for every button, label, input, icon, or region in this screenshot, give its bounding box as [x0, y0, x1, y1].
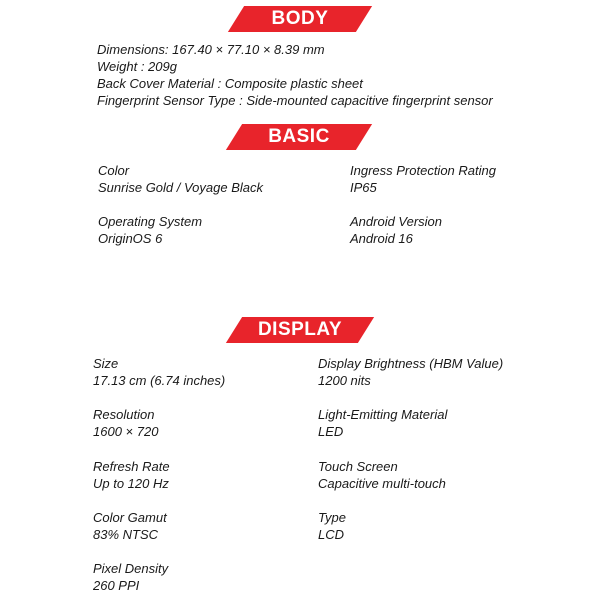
basic-value-color: Sunrise Gold / Voyage Black: [98, 180, 263, 195]
basic-value-ip-rating: IP65: [350, 180, 377, 195]
basic-value-os: OriginOS 6: [98, 231, 163, 246]
display-label-resolution: Resolution: [93, 407, 155, 422]
display-label-pixel-density: Pixel Density: [93, 561, 169, 576]
display-value-color-gamut: 83% NTSC: [93, 527, 159, 542]
display-label-touch-screen: Touch Screen: [318, 459, 398, 474]
display-value-refresh-rate: Up to 120 Hz: [93, 476, 169, 491]
basic-label-os: Operating System: [98, 214, 203, 229]
body-section-title: BODY: [271, 8, 329, 29]
display-value-touch-screen: Capacitive multi-touch: [318, 476, 446, 491]
display-value-size: 17.13 cm (6.74 inches): [93, 373, 226, 388]
display-label-size: Size: [93, 356, 119, 371]
display-label-light-material: Light-Emitting Material: [318, 407, 448, 422]
basic-label-color: Color: [98, 163, 130, 178]
display-value-type: LCD: [318, 527, 345, 542]
display-label-refresh-rate: Refresh Rate: [93, 459, 170, 474]
basic-section-title: BASIC: [268, 126, 330, 147]
display-label-type: Type: [318, 510, 346, 525]
display-value-pixel-density: 260 PPI: [93, 578, 140, 593]
body-spec-fingerprint: Fingerprint Sensor Type : Side-mounted capacitive fingerprint sensor: [97, 93, 493, 108]
body-spec-back-cover: Back Cover Material : Composite plastic sheet: [97, 76, 363, 91]
basic-value-android: Android 16: [350, 231, 413, 246]
body-spec-weight: Weight : 209g: [97, 59, 177, 74]
display-label-color-gamut: Color Gamut: [93, 510, 167, 525]
display-section-title: DISPLAY: [257, 319, 343, 340]
display-value-resolution: 1600 × 720: [93, 424, 159, 439]
body-spec-dimensions: Dimensions: 167.40 × 77.10 × 8.39 mm: [97, 42, 325, 57]
display-value-light-material: LED: [318, 424, 344, 439]
display-value-brightness: 1200 nits: [318, 373, 371, 388]
display-label-brightness: Display Brightness (HBM Value): [318, 356, 504, 371]
basic-label-ip-rating: Ingress Protection Rating: [350, 163, 496, 178]
basic-label-android: Android Version: [350, 214, 443, 229]
